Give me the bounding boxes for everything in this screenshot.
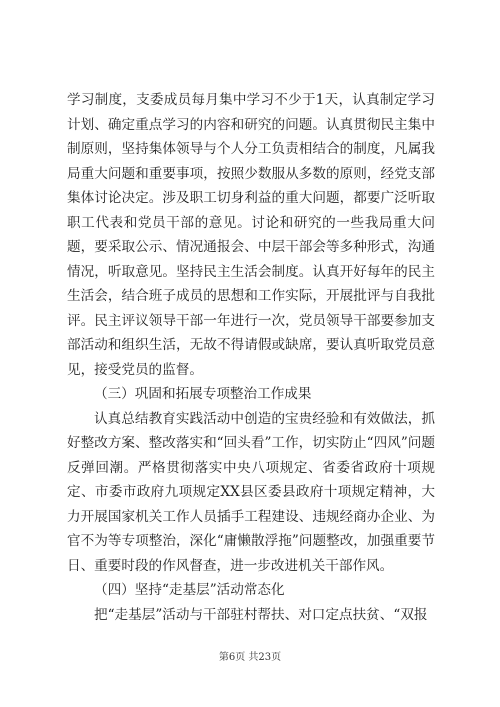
- page-number-footer: 第6页 共23页: [218, 652, 282, 663]
- body-paragraph-1: 学习制度，支委成员每月集中学习不少于1天，认真制定学习计划、确定重点学习的内容和研究的问题。认真贯彻民主集中制原则，坚持集体领导与个人分工负责相结合的制度，凡属我局重大问题和重要事项，按照少数服从多数的原则，经党支部集体讨论决定。涉及职工切身利益的重大问题，都要广泛听取职工代表和党员干部的意见。讨论和研究的一些我局重大问题，要采取公示、情况通报会、中层干部会等多种形式，沟通情况，听取意见。坚持民主生活会制度。认真开好每年的民主生活会，结合班子成员的思想和工作实际，开展批评与自我批评。民主评议领导干部一年进行一次，党员领导干部要参加支部活动和组织生活，无故不得请假或缺席，要认真听取党员意见，接受党员的监督。: [67, 92, 435, 378]
- body-paragraph-3: 把“走基层”活动与干部驻村帮扶、对口定点扶贫、“双报: [94, 606, 428, 623]
- section-heading-4: （四）坚持“走基层”活动常态化: [94, 582, 285, 598]
- document-body: [67, 88, 435, 627]
- section-heading-3: （三）巩固和拓展专项整治工作成果: [94, 386, 312, 402]
- body-paragraph-2: 认真总结教育实践活动中创造的宝贵经验和有效做法，抓好整改方案、整改落实和“回头看”工作，切实防止“四风”问题反弹回潮。严格贯彻落实中央八项规定、省委省政府十项规定、市委市政府九项规定XX县区委县政府十项规定精神，大力开展国家机关工作人员插手工程建设、违规经商办企业、为官不为等专项整治，深化“庸懒散浮拖”问题整改，加强重要节日、重要时段的作风督查，进一步改进机关干部作风。: [67, 410, 435, 574]
